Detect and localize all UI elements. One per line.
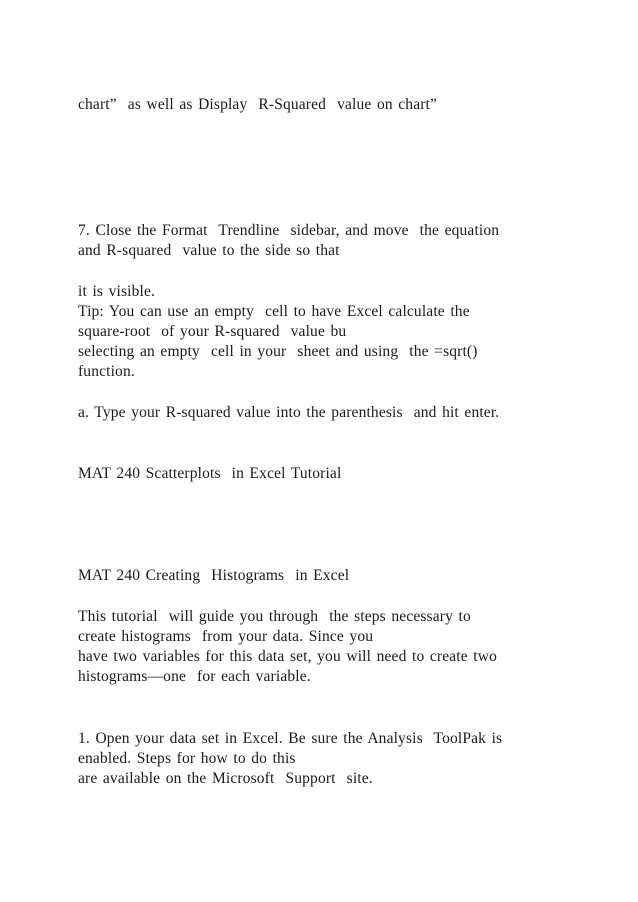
text-line-step-a-type-value: a. Type your R-squared value into the parenthesis and hit enter. xyxy=(78,404,500,421)
text-line-function: function. xyxy=(78,363,135,380)
section-heading-scatterplots-tutorial: MAT 240 Scatterplots in Excel Tutorial xyxy=(78,465,342,482)
text-line-chart-display-r-squared: chart” as well as Display R-Squared value on chart” xyxy=(78,96,438,113)
text-line-move-equation: and R-squared value to the side so that xyxy=(78,242,340,259)
text-line-enabled-steps: enabled. Steps for how to do this xyxy=(78,750,296,767)
text-line-histograms-each-variable: histograms—one for each variable. xyxy=(78,668,311,685)
text-line-selecting-empty-cell: selecting an empty cell in your sheet and using the =sqrt() xyxy=(78,343,478,360)
text-line-tutorial-intro: This tutorial will guide you through the steps necessary to xyxy=(78,608,471,625)
text-line-square-root: square-root of your R-squared value bu xyxy=(78,323,347,340)
text-line-step-1-open-data: 1. Open your data set in Excel. Be sure the Analysis ToolPak is xyxy=(78,730,503,747)
text-line-create-histograms: create histograms from your data. Since you xyxy=(78,628,374,645)
text-line-microsoft-support: are available on the Microsoft Support site. xyxy=(78,770,373,787)
section-heading-creating-histograms: MAT 240 Creating Histograms in Excel xyxy=(78,567,350,584)
text-line-two-variables: have two variables for this data set, you will need to create two xyxy=(78,648,497,665)
text-line-it-is-visible: it is visible. xyxy=(78,283,156,300)
text-line-tip-empty-cell: Tip: You can use an empty cell to have Excel calculate the xyxy=(78,303,470,320)
text-line-step-7-close-trendline: 7. Close the Format Trendline sidebar, and move the equation xyxy=(78,222,500,239)
